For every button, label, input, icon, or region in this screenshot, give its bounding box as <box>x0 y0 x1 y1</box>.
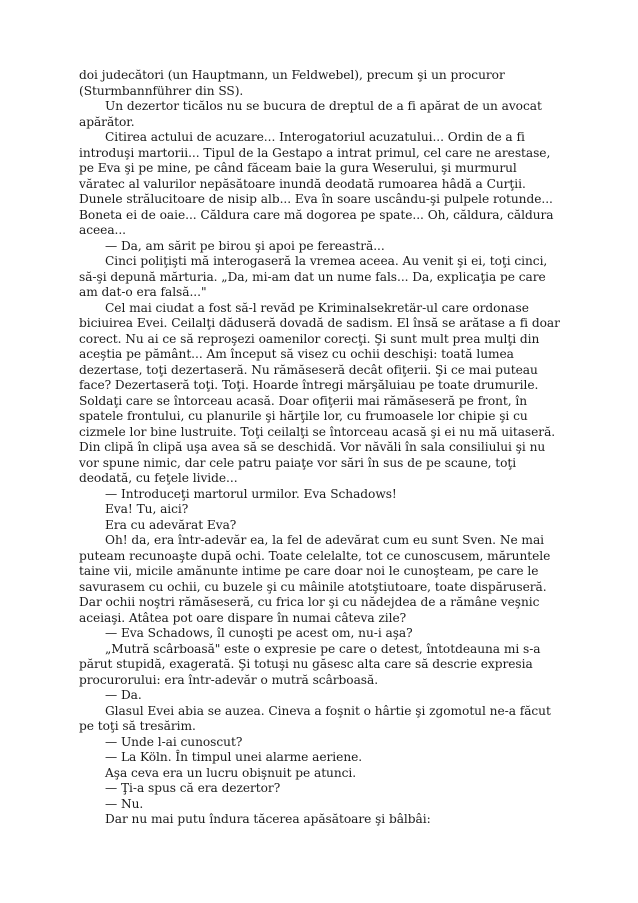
paragraph: Cinci poliţişti mă interogaseră la vremea aceea. Au venit şi ei, toţi cinci, să-şi depună mărturia. „Da, mi-am dat un nume fals... Da, explicaţia pe care am dat-o era falsă..." <box>79 254 548 299</box>
document-page <box>79 68 563 828</box>
paragraph: Glasul Evei abia se auzea. Cineva a foşnit o hârtie şi zgomotul ne-a făcut pe toţi să tresărim. <box>79 703 551 733</box>
dialogue-line: — La Köln. În timpul unei alarme aeriene. <box>105 750 363 764</box>
paragraph: Cel mai ciudat a fost să-l revăd pe Kriminalsekretär-ul care ordonase biciuirea Evei. Ceilalţi dăduseră dovadă de sadism. El însă se arătase a fi doar corect. Nu ai ce să reproşezi oamenilor corecţi. Şi sunt mult prea mulţi din aceştia pe pământ... Am început să visez cu ochii deschişi: toată lumea dezertase, toţi dezertaseră. Nu rămăseseră decât ofiţerii. Şi ce mai puteau face? Dezertaseră toţi. Toţi. Hoarde întregi mărşăluiau pe toate drumurile. Soldaţi care se întorceau acasă. Doar ofiţerii mai rămăseseră pe front, în spatele frontului, cu planurile şi hărţile lor, cu frumoasele lor chipie şi cu cizmele lor bine lustruite. Toţi ceilalţi se întorceau acasă şi ei nu mă uitaseră. Din clipă în clipă uşa avea să se deschidă. Vor năvăli în sala consiliului şi nu vor spune nimic, dar cele patru paiaţe vor sări în sus de pe scaune, toţi deodată, cu feţele livide... <box>79 300 560 485</box>
paragraph: Era cu adevărat Eva? <box>105 517 237 532</box>
paragraph: doi judecători (un Hauptmann, un Feldwebel), precum şi un procuror (Sturmbannführer din SS). <box>79 68 505 98</box>
dialogue-line: — Ţi-a spus că era dezertor? <box>105 781 281 795</box>
paragraph: Aşa ceva era un lucru obişnuit pe atunci. <box>105 765 357 780</box>
dialogue-line: — Introduceţi martorul urmilor. Eva Schadows! <box>105 486 397 501</box>
dialogue-line: — Da, am sărit pe birou şi apoi pe fereastră... <box>105 238 385 253</box>
dialogue-line: — Eva Schadows, îl cunoşti pe acest om, nu-i aşa? <box>105 626 413 640</box>
paragraph: Dar nu mai putu îndura tăcerea apăsătoare şi bâlbâi: <box>105 812 431 826</box>
paragraph: „Mutră scârboasă" este o expresie pe care o detest, întotdeauna mi s-a părut stupidă, exagerată. Şi totuşi nu găsesc alta care să descrie expresia procurorului: era într-adevăr o mutră scârboasă. <box>79 641 541 687</box>
dialogue-line: — Unde l-ai cunoscut? <box>105 734 243 749</box>
dialogue-line: — Da. <box>105 688 142 702</box>
paragraph: Un dezertor ticălos nu se bucura de dreptul de a fi apărat de un avocat apărător. <box>79 99 542 129</box>
paragraph: Eva! Tu, aici? <box>105 502 189 516</box>
paragraph: Citirea actului de acuzare... Interogatoriul acuzatului... Ordin de a fi introduşi martorii... Tipul de la Gestapo a intrat primul, cel care ne arestase, pe Eva şi pe mine, pe când făceam baie la gura Weserului, şi murmurul văratec al valurilor nepăsătoare inundă deodată rumoarea hâdă a Curţii. Dunele strălucitoare de nisip alb... Eva în soare uscându-şi pulpele rotunde... Boneta ei de oaie... Căldura care mă dogorea pe spate... Oh, căldura, căldura aceea... <box>79 130 554 237</box>
paragraph: Oh! da, era într-adevăr ea, la fel de adevărat cum eu sunt Sven. Ne mai puteam recunoaşte după ochi. Toate celelalte, tot ce cunoscusem, măruntele taine vii, micile amănunte intime pe care doar noi le cunoşteam, pe care le savurasem cu ochii, cu buzele şi cu mâinile atotştiutoare, toate dispăruseră. Dar ochii noştri rămăseseră, cu frica lor şi cu nădejdea de a rămâne veşnic aceiaşi. Atâtea pot oare dispare în numai câteva zile? <box>79 533 551 625</box>
dialogue-line: — Nu. <box>105 796 144 811</box>
